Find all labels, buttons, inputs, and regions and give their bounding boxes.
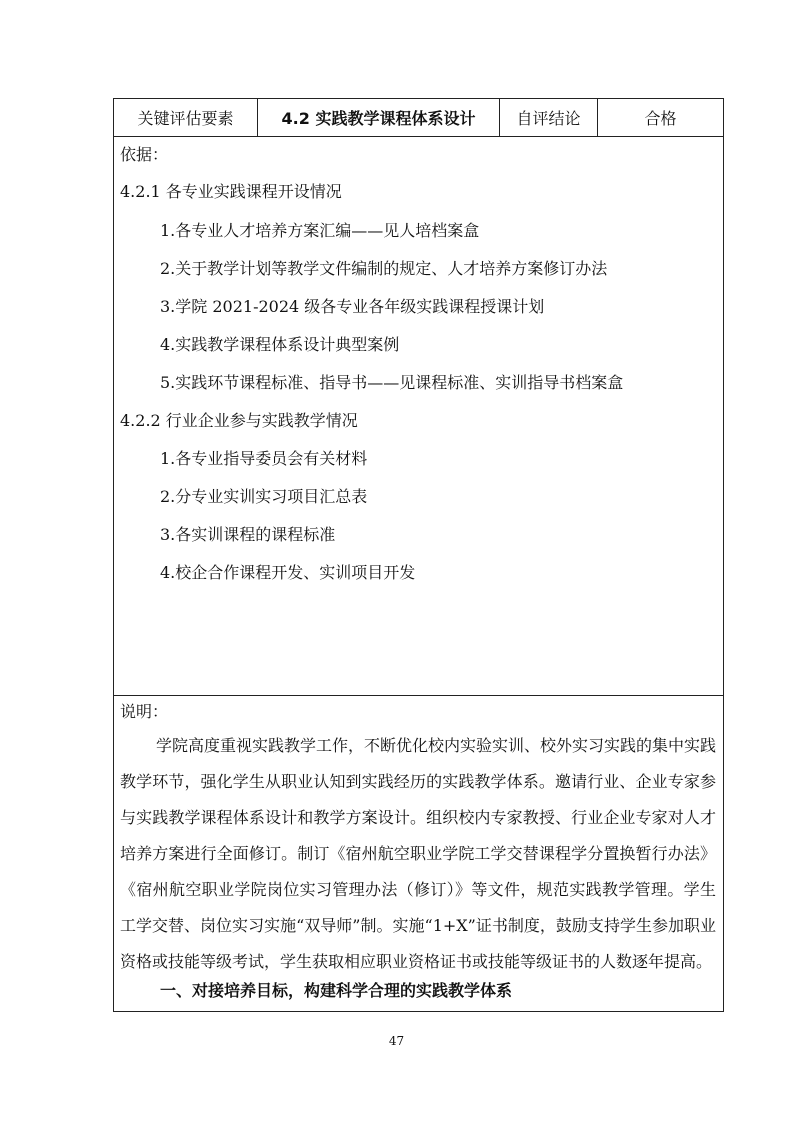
note-title: 说明： bbox=[120, 702, 169, 721]
element-title: 4.2 实践教学课程体系设计 bbox=[258, 99, 500, 136]
basis-item: 5.实践环节课程标准、指导书——见课程标准、实训指导书档案盒 bbox=[160, 373, 624, 392]
section-heading: 一、对接培养目标，构建科学合理的实践教学体系 bbox=[160, 981, 513, 1000]
note-section bbox=[114, 696, 723, 1011]
basis-item: 4.2.1 各专业实践课程开设情况 bbox=[120, 182, 342, 201]
basis-item: 4.校企合作课程开发、实训项目开发 bbox=[160, 563, 416, 582]
basis-section bbox=[114, 137, 723, 696]
table-header-row bbox=[114, 99, 723, 137]
basis-item: 1.各专业指导委员会有关材料 bbox=[160, 449, 368, 468]
basis-item: 4.实践教学课程体系设计典型案例 bbox=[160, 335, 400, 354]
evaluation-table bbox=[113, 98, 724, 1012]
key-element-label: 关键评估要素 bbox=[114, 99, 258, 136]
basis-item: 1.各专业人才培养方案汇编——见人培档案盒 bbox=[160, 221, 480, 240]
basis-item: 3.学院 2021-2024 级各专业各年级实践课程授课计划 bbox=[160, 297, 545, 316]
basis-item: 4.2.2 行业企业参与实践教学情况 bbox=[120, 411, 358, 430]
self-eval-label: 自评结论 bbox=[500, 99, 598, 136]
page-number: 47 bbox=[388, 1034, 405, 1048]
basis-title: 依据： bbox=[120, 145, 169, 164]
self-eval-result: 合格 bbox=[644, 109, 677, 128]
basis-item: 3.各实训课程的课程标准 bbox=[160, 525, 336, 544]
basis-item: 2.关于教学计划等教学文件编制的规定、人才培养方案修订办法 bbox=[160, 259, 608, 278]
note-paragraph: 学院高度重视实践教学工作，不断优化校内实验实训、校外实习实践的集中实践教学环节，强化学生从职业认知到实践经历的实践教学体系。邀请行业、企业专家参与实践教学课程体系设计和教学方案设计。组织校内专家教授、行业企业专家对人才培养方案进行全面修订。制订《宿州航空职业学院工学交替课程学分置换暂行办法》《宿州航空职业学院岗位实习管理办法（修订）》等文件，规范实践教学管理。学生工学交替、岗位实习实施“双导师”制。实施“1+X”证书制度，鼓励支持学生参加职业资格或技能等级考试，学生获取相应职业资格证书或技能等级证书的人数逐年提高。 bbox=[120, 736, 717, 971]
basis-item: 2.分专业实训实习项目汇总表 bbox=[160, 487, 368, 506]
